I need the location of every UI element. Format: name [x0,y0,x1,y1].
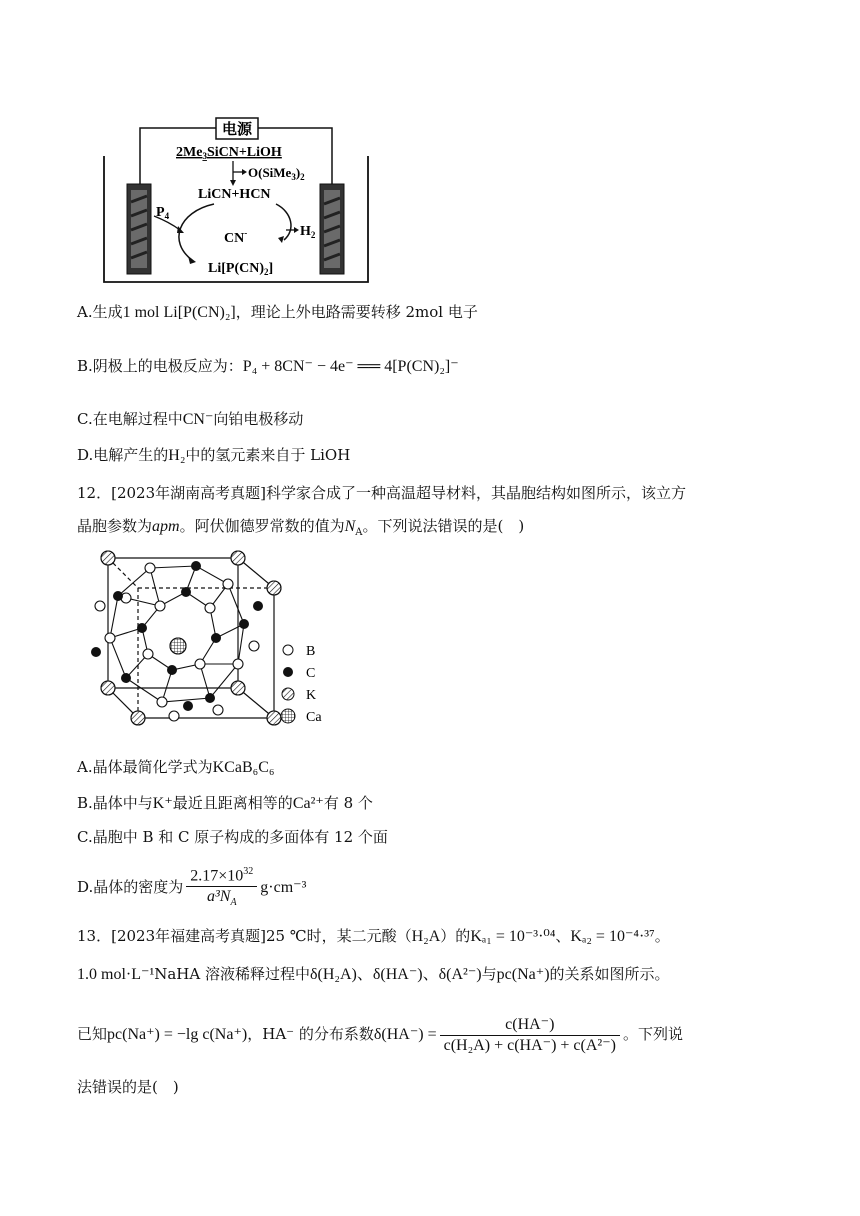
distribution-fraction: $\frac{c(HA^-)}{\text{c(H₂A) + c(HA⁻) + c(A²⁻)}}$ [440,1015,620,1056]
left-electrode [127,184,151,274]
q12-stem-line2: 晶胞参数为apm。阿伏伽德罗常数的值为$N_A$。下列说法错误的是( ) [77,517,525,538]
cn-label: CN- [224,228,248,246]
q11-option-c[interactable]: C.在电解过程中CN⁻向铂电极移动 [77,410,304,428]
electrolysis-diagram [96,112,376,288]
q13-stem-line2: 1.0 mol·L⁻¹NaHA 溶液稀释过程中δ(H₂A)、δ(HA⁻)、δ(A²⁻)与pc(Na⁺)的关系如图所示。 [77,965,670,983]
power-supply-label: 电源 [221,122,253,138]
ca-atom [170,638,186,654]
q12-option-a[interactable]: A.晶体最简化学式为KCaB₆C₆ [77,758,275,776]
legend-b: B [306,644,316,659]
q12-option-b[interactable]: B.晶体中与K⁺最近且距离相等的Ca²⁺有 8 个 [77,794,373,812]
k-atoms [101,551,281,725]
byproduct-label: $O(SiMe_3)_2$ [248,165,305,182]
q13-stem-line4: 法错误的是( ) [77,1078,179,1096]
legend [281,644,322,725]
q11-option-a[interactable]: A.生成1 mol Li[P(CN)₂]，理论上外电路需要转移 2mol 电子 [77,303,478,321]
q11-option-b[interactable]: B.阴极上的电极反应为：P₄ + 8CN⁻ − 4e⁻ ══ 4[P(CN)₂]⁻ [77,357,459,375]
density-fraction: $\frac{2.17\times 10^{32}}{a^3N_A}$ [186,862,257,914]
q11-option-d[interactable]: D.电解产生的H₂中的氢元素来自于 LiOH [77,446,351,464]
top-reaction: $2Me_3SiCN+LiOH$ [176,145,282,161]
p4-label: $P_4$ [156,205,170,221]
q12-option-c[interactable]: C.晶胞中 B 和 C 原子构成的多面体有 12 个面 [77,828,388,846]
mid-reaction: LiCN+HCN [198,187,271,202]
q13-stem-line1: 13．[2023年福建高考真题]25 ℃时，某二元酸（H₂A）的Kₐ₁ = 10⁻³·⁰⁴、Kₐ₂ = 10⁻⁴·³⁷。 [77,927,670,945]
right-electrode [320,184,344,274]
q13-stem-line3: 已知pc(Na⁺) = −lg c(Na⁺)，HA⁻ 的分布系数δ(HA⁻) = $\frac{c(HA^-)}{\text{c(H₂A) + c(HA⁻) + c(A²⁻)}}$ 。下列说 [77,1015,683,1054]
legend-k: K [306,688,317,703]
crystal-cell-diagram [78,546,358,736]
legend-c: C [306,666,316,681]
legend-ca: Ca [306,710,322,725]
q12-option-d[interactable]: D.晶体的密度为 $\frac{2.17\times 10^{32}}{a^3N_A}$ g·cm⁻³ [77,862,306,914]
product-label: $Li[P(CN)_2]$ [208,261,274,277]
h2-label: $H_2$ [300,224,316,240]
q12-stem-line1: 12．[2023年湖南高考真题]科学家合成了一种高温超导材料，其晶胞结构如图所示，该立方 [77,484,686,502]
